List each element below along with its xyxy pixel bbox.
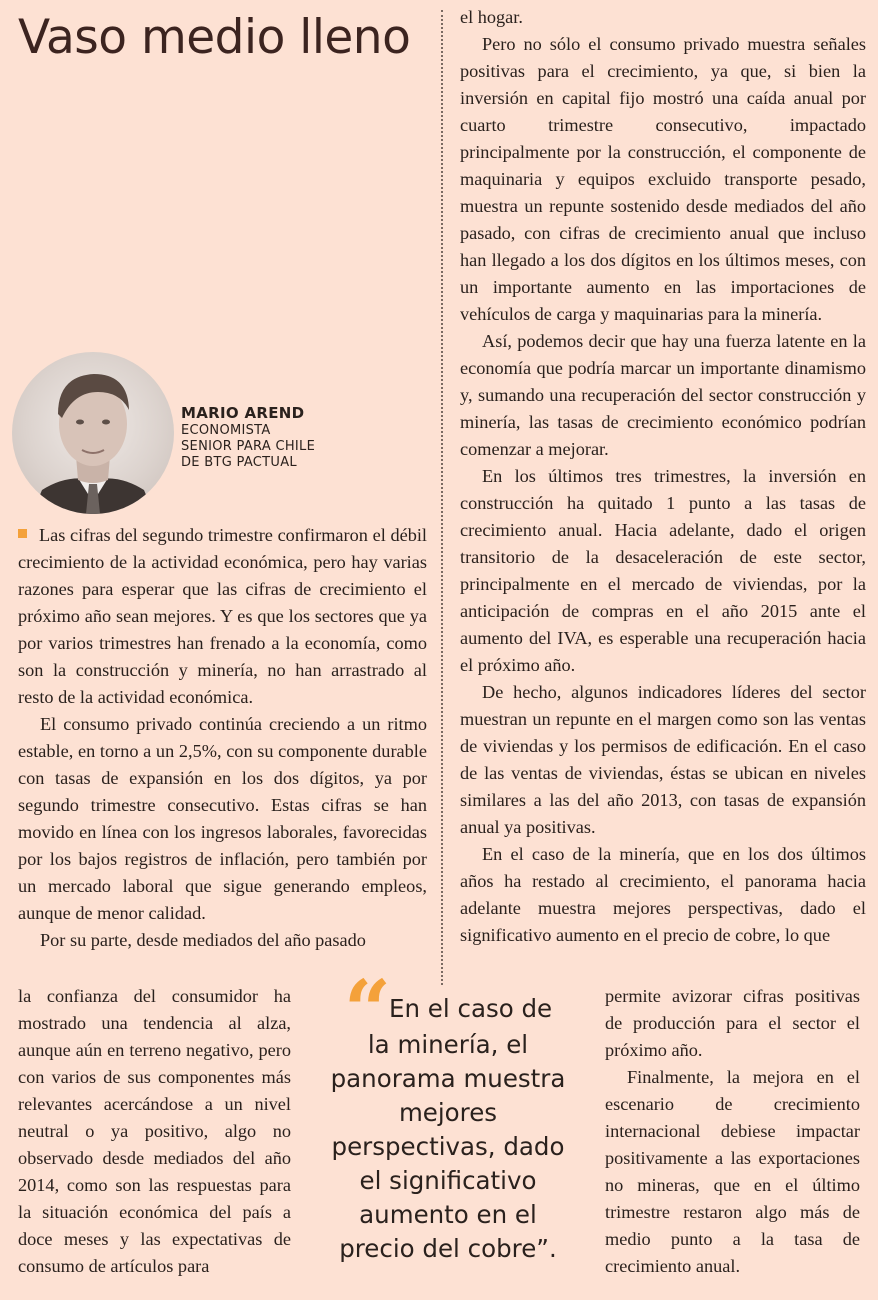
author-name: MARIO AREND — [181, 404, 305, 422]
author-role-line: SENIOR PARA CHILE — [181, 439, 316, 454]
body-paragraph: la confianza del consumidor ha mostrado una tendencia al alza, aunque aún en terreno negativo, pero con varios de sus componentes más relevantes acercándose a un nivel neutral o ya positivo, algo no observado desde mediados del año 2014, como son las respuestas para la situación económica del país a doce meses y las expectativas de consumo de artículos para — [18, 986, 291, 1276]
body-paragraph: Finalmente, la mejora en el escenario de crecimiento internacional debiese impactar positivamente a las exportaciones no mineras, que en el último trimestre restaron algo más de medio punto a la tasa de crecimiento anual. — [605, 1067, 860, 1276]
author-role-line: DE BTG PACTUAL — [181, 455, 297, 470]
body-paragraph: En el caso de la minería, que en los dos últimos años ha restado al crecimiento, el panorama hacia adelante muestra mejores perspectivas, dado el significativo aumento en el precio de cobre, lo que — [460, 844, 866, 945]
column-divider — [441, 10, 443, 985]
body-paragraph: Las cifras del segundo trimestre confirmaron el débil crecimiento de la actividad económica, pero hay varias razones para esperar que las cifras de crecimiento el próximo año sean mejores. Y es que los sectores que ya por varios trimestres han frenado a la economía, como son la construcción y minería, no han arrastrado al resto de la actividad económica. — [18, 525, 427, 707]
column-2-narrow-text — [605, 983, 860, 1280]
body-paragraph: Por su parte, desde mediados del año pasado — [40, 930, 366, 950]
author-portrait-image — [12, 352, 174, 514]
author-role-line: ECONOMISTA — [181, 423, 271, 438]
body-paragraph: el hogar. — [460, 7, 523, 27]
article-title: Vaso medio lleno — [18, 10, 411, 65]
pull-quote — [330, 963, 566, 1266]
body-paragraph: El consumo privado continúa creciendo a un ritmo estable, en torno a un 2,5%, con su componente durable con tasas de expansión en los dos dígitos, ya por segundo trimestre consecutivo. Estas cifras se han movido en línea con los ingresos laborales, favorecidas por los bajos registros de inflación, pero también por un mercado laboral que sigue generando empleos, aunque de menor calidad. — [18, 714, 427, 923]
author-byline — [181, 404, 431, 471]
body-paragraph: De hecho, algunos indicadores líderes del sector muestran un repunte en el margen como son las ventas de viviendas y los permisos de edificación. En el caso de las ventas de viviendas, éstas se ubican en niveles similares a las del año 2013, con tasas de expansión anual ya positivas. — [460, 682, 866, 837]
quote-mark-icon: “ — [343, 963, 386, 1059]
bullet-square-icon — [18, 529, 27, 538]
body-paragraph: permite avizorar cifras positivas de producción para el sector el próximo año. — [605, 986, 860, 1060]
column-2-text — [460, 4, 866, 949]
body-paragraph: En los últimos tres trimestres, la inversión en construcción ha quitado 1 punto a las tasas de crecimiento anual. Hacia adelante, dado el origen transitorio de la desaceleración de este sector, principalmente en el mercado de viviendas, por la anticipación de compras en el año 2015 ante el aumento del IVA, es esperable una recuperación hacia el próximo año. — [460, 466, 866, 675]
body-paragraph: Así, podemos decir que hay una fuerza latente en la economía que podría marcar un importante dinamismo y, sumando una recuperación del sector construcción y minería, las tasas de crecimiento económico podrían comenzar a mejorar. — [460, 331, 866, 459]
pull-quote-text: En el caso de la minería, el panorama muestra mejores perspectivas, dado el significativo aumento en el precio del cobre”. — [330, 994, 566, 1263]
column-1-narrow-text — [18, 983, 291, 1280]
body-paragraph: Pero no sólo el consumo privado muestra señales positivas para el crecimiento, ya que, si bien la inversión en capital fijo mostró una caída anual por cuarto trimestre consecutivo, impactado principalmente por la construcción, el componente de maquinaria y equipos excluido transporte pesado, muestra un repunte sostenido desde mediados del año pasado, con cifras de crecimiento anual que incluso han llegado a los dos dígitos en los últimos meses, con un importante aumento en las importaciones de vehículos de carga y maquinarias para la minería. — [460, 34, 866, 324]
column-1-text — [18, 522, 427, 954]
author-photo — [12, 352, 174, 514]
